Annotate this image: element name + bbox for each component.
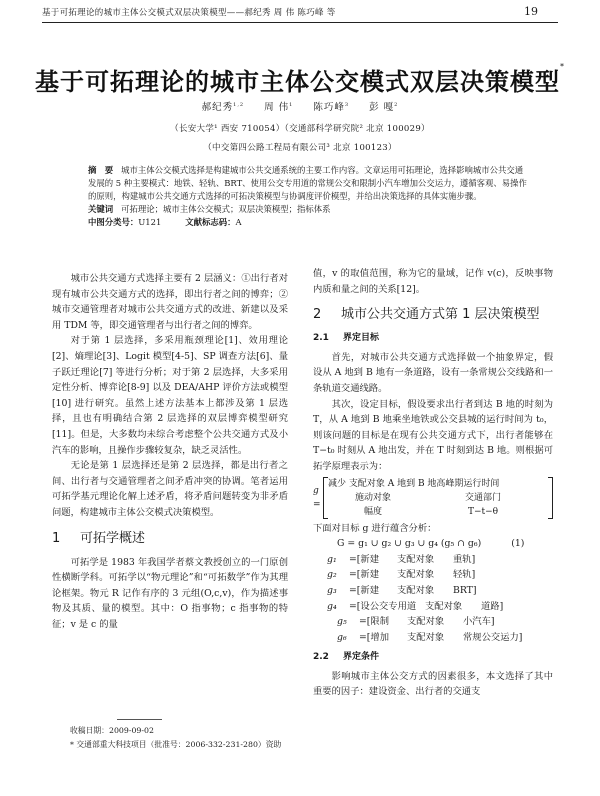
paragraph: 城市公共交通方式选择主要有 2 层涵义：①出行者对现有城市公共交通方式的选择，即出行者之间的博弈；②城市交通管理者对城市公共交通方式的改进、新建以及采用 TDM 等，即交通管理者与出行者之间的博弈。: [52, 273, 288, 331]
section-heading-2: [313, 305, 553, 324]
matrix-cell: 减少 支配对象 A 地到 B 地高峰期运行时间: [328, 478, 500, 489]
section-number: 1: [52, 530, 61, 546]
subsection-heading-2-1: [313, 331, 553, 347]
paper-title: [0, 62, 600, 97]
author-list: [0, 99, 600, 113]
goal-target: 常规公交运力]: [463, 631, 523, 643]
paragraph: 首先，对城市公共交通方式选择做一个抽象界定，假设从 A 地到 B 地有一条道路，设有一条常规公交线路和一条轨道交通线路。: [313, 351, 553, 394]
goal-name: g₃: [327, 584, 337, 596]
keywords: [88, 203, 528, 216]
author: [369, 102, 398, 113]
doc-code-label: 文献标志码：: [185, 217, 236, 227]
equation-1: [337, 536, 553, 552]
goal-item: [337, 630, 553, 646]
goal-action: =[增加: [359, 631, 390, 643]
author-name: 彭 嘎: [369, 102, 395, 113]
paragraph: 对于第 1 层选择，多采用瓶颈理论[1]、效用理论[2]、熵理论[3]、Logit 模型[4-5]、SP 调查方法[6]、量子跃迁理论[7] 等进行分析；对于第 2 层选择，大多采用定性分析、博弈论[8-9] 以及 DEA/AHP 评价方法或模型[10] 进行研究。虽然上述方法基本上都涉及第 1 层选择，且也有明确结合第 2 层选择的双层博弈模型研究[11]。但是，大多数均未综合考虑整个公共交通方式及小汽车的影响，且操作步骤较复杂，缺乏灵活性。: [52, 335, 288, 456]
goal-item: [327, 567, 553, 583]
author-name: 周 伟: [264, 102, 290, 113]
author: [202, 102, 244, 113]
clc-label: 中图分类号：: [88, 217, 139, 227]
goal-name: g₁: [327, 553, 337, 565]
section-number: 2: [313, 307, 322, 323]
affiliation-line-1: （长安大学¹ 西安 710054）（交通部科学研究院² 北京 100029）: [170, 124, 430, 134]
abstract: [88, 164, 528, 203]
goal-role: 支配对象: [407, 616, 445, 628]
author-affil-mark: 1,2: [233, 101, 245, 108]
matrix-row: [328, 477, 548, 491]
title-footnote-mark: *: [560, 62, 565, 71]
author-name: 陈巧峰: [313, 102, 345, 113]
goal-action: =[限制: [359, 616, 390, 628]
running-head: [42, 4, 558, 23]
equation-number: (1): [511, 538, 525, 550]
paragraph: 无论是第 1 层选择还是第 2 层选择，都是出行者之间、出行者与交通管理者之间矛盾冲突的协调。笔者运用可拓学基元理论化解上述矛盾，将矛盾问题转变为非矛盾问题，构建城市主体公交模式决策模型。: [52, 460, 288, 518]
abstract-label: 摘 要: [88, 165, 114, 175]
paragraph: 值，v 的取值范围，称为它的量域，记作 v(c)，反映事物内质和量之间的关系[12]。: [313, 268, 553, 295]
matrix-cell: T−t−θ: [467, 506, 499, 517]
subsection-title: 界定条件: [342, 652, 379, 663]
author-affil-mark: 1: [289, 101, 294, 108]
abstract-text: 城市主体公交模式选择是构建城市公共交通系统的主要工作内容。文章运用可拓理论，选择影响城市公共交通发展的 5 种主要模式：地铁、轻轨、BRT、使用公交专用道的常规公交和限制小汽车增加公交运力，遵循客观、易操作的原则，构建城市公共交通方式选择的可拓决策模型与协调度评价模型，并给出决策选择的具体实施步骤。: [88, 165, 527, 201]
goal-action: =[新建: [349, 553, 380, 565]
goal-action: =[新建: [349, 569, 380, 581]
funding-note: * 交通部重大科技项目（批准号：2006-332-231-280）资助: [70, 740, 282, 749]
author: [313, 102, 349, 113]
keywords-text: 可拓理论；城市主体公交模式；双层决策模型；指标体系: [121, 204, 331, 214]
author: [264, 102, 293, 113]
goal-role: 支配对象: [397, 553, 435, 565]
section-title: 可拓学概述: [80, 530, 146, 546]
goal-action: =[新建: [349, 584, 380, 596]
goal-name: g₅: [337, 616, 347, 628]
matrix-cell: 幅度: [363, 506, 382, 517]
goal-action: =[设公交专用道: [349, 600, 417, 612]
matrix-cell: 施动对象: [354, 492, 391, 503]
goal-name: g₂: [327, 569, 337, 581]
section-title: 城市公共交通方式第 1 层决策模型: [341, 307, 540, 323]
matrix-bracket: [323, 477, 553, 519]
section-heading-1: [52, 529, 288, 548]
goal-name: g₆: [337, 631, 347, 643]
received-date: 收稿日期：2009-09-02: [70, 726, 154, 735]
paragraph: 其次，设定目标，假设要求出行者到达 B 地的时刻为 T，从 A 地到 B 地乘坐地铁或公交县城的运行时间为 t₀，则该问题的目标是在现有公共交通方式下，出行者能够在 T−t₀ 时刻从 A 地出发，并在 T 时刻到达 B 地。则根据可拓学原理表示为：: [313, 398, 553, 472]
paragraph: 下面对目标 g 进行蕴含分析：: [313, 522, 437, 534]
subsection-number: 2.1: [313, 333, 329, 344]
paragraph: 可拓学是 1983 年我国学者蔡文教授创立的一门原创性横断学科。可拓学以“物元理论”和“可拓数学”作为其理论框架。物元 R 记作有序的 3 元组(O,c,v)，作为描述事物及其质、量的模型。其中：O 指事物；c 指事物的特征；v 是 c 的量: [52, 556, 288, 630]
running-head-title: 基于可拓理论的城市主体公交模式双层决策模型——郝纪秀 周 伟 陈巧峰 等: [42, 8, 336, 18]
doc-code-value: A: [235, 217, 242, 227]
goal-target: 小汽车]: [463, 616, 495, 628]
matrix-row: [328, 505, 548, 519]
classification: [88, 216, 528, 229]
author-name: 郝纪秀: [201, 102, 234, 113]
matrix-row: [328, 491, 548, 505]
paragraph: 影响城市主体公交方式的因素很多，本文选择了其中重要的因子：建设资金、出行者的交通支: [313, 670, 553, 698]
subsection-heading-2-2: [313, 650, 553, 666]
keywords-label: 关键词: [88, 204, 114, 214]
goal-item: [327, 552, 553, 568]
footnotes: [70, 724, 290, 752]
goal-target: 轻轨]: [453, 569, 476, 581]
goal-item: [327, 583, 553, 599]
matrix-lhs: g =: [313, 485, 321, 510]
goal-role: 支配对象: [407, 631, 445, 643]
affiliation-line-2: （中交第四公路工程局有限公司³ 北京 100123）: [203, 143, 397, 153]
goal-role: 支配对象: [397, 584, 435, 596]
author-affil-mark: 3: [344, 101, 350, 108]
matrix-cell: 交通部门: [464, 492, 501, 503]
paper-title-text: 基于可拓理论的城市主体公交模式双层决策模型: [35, 68, 560, 96]
goal-item: [327, 599, 553, 615]
clc-value: U121: [138, 217, 162, 227]
left-column: [52, 271, 288, 632]
goal-role: 支配对象: [425, 600, 463, 612]
goal-name: g₄: [327, 600, 337, 612]
abstract-block: [88, 164, 528, 229]
author-affil-mark: 2: [394, 101, 399, 108]
goal-item: [337, 614, 553, 630]
subsection-number: 2.2: [313, 652, 329, 663]
goal-role: 支配对象: [397, 569, 435, 581]
footnote-divider: [117, 719, 162, 720]
equation-expression: G = g₁ ∪ g₂ ∪ g₃ ∪ g₄ (g₅ ∩ g₆): [337, 538, 482, 550]
matter-element-matrix: [313, 477, 553, 519]
goal-list: [313, 552, 553, 646]
right-column: [313, 266, 553, 700]
subsection-title: 界定目标: [342, 333, 379, 344]
page-number: 19: [524, 5, 538, 18]
goal-target: 道路]: [481, 600, 504, 612]
goal-target: 重轨]: [453, 553, 476, 565]
goal-target: BRT]: [453, 584, 477, 596]
